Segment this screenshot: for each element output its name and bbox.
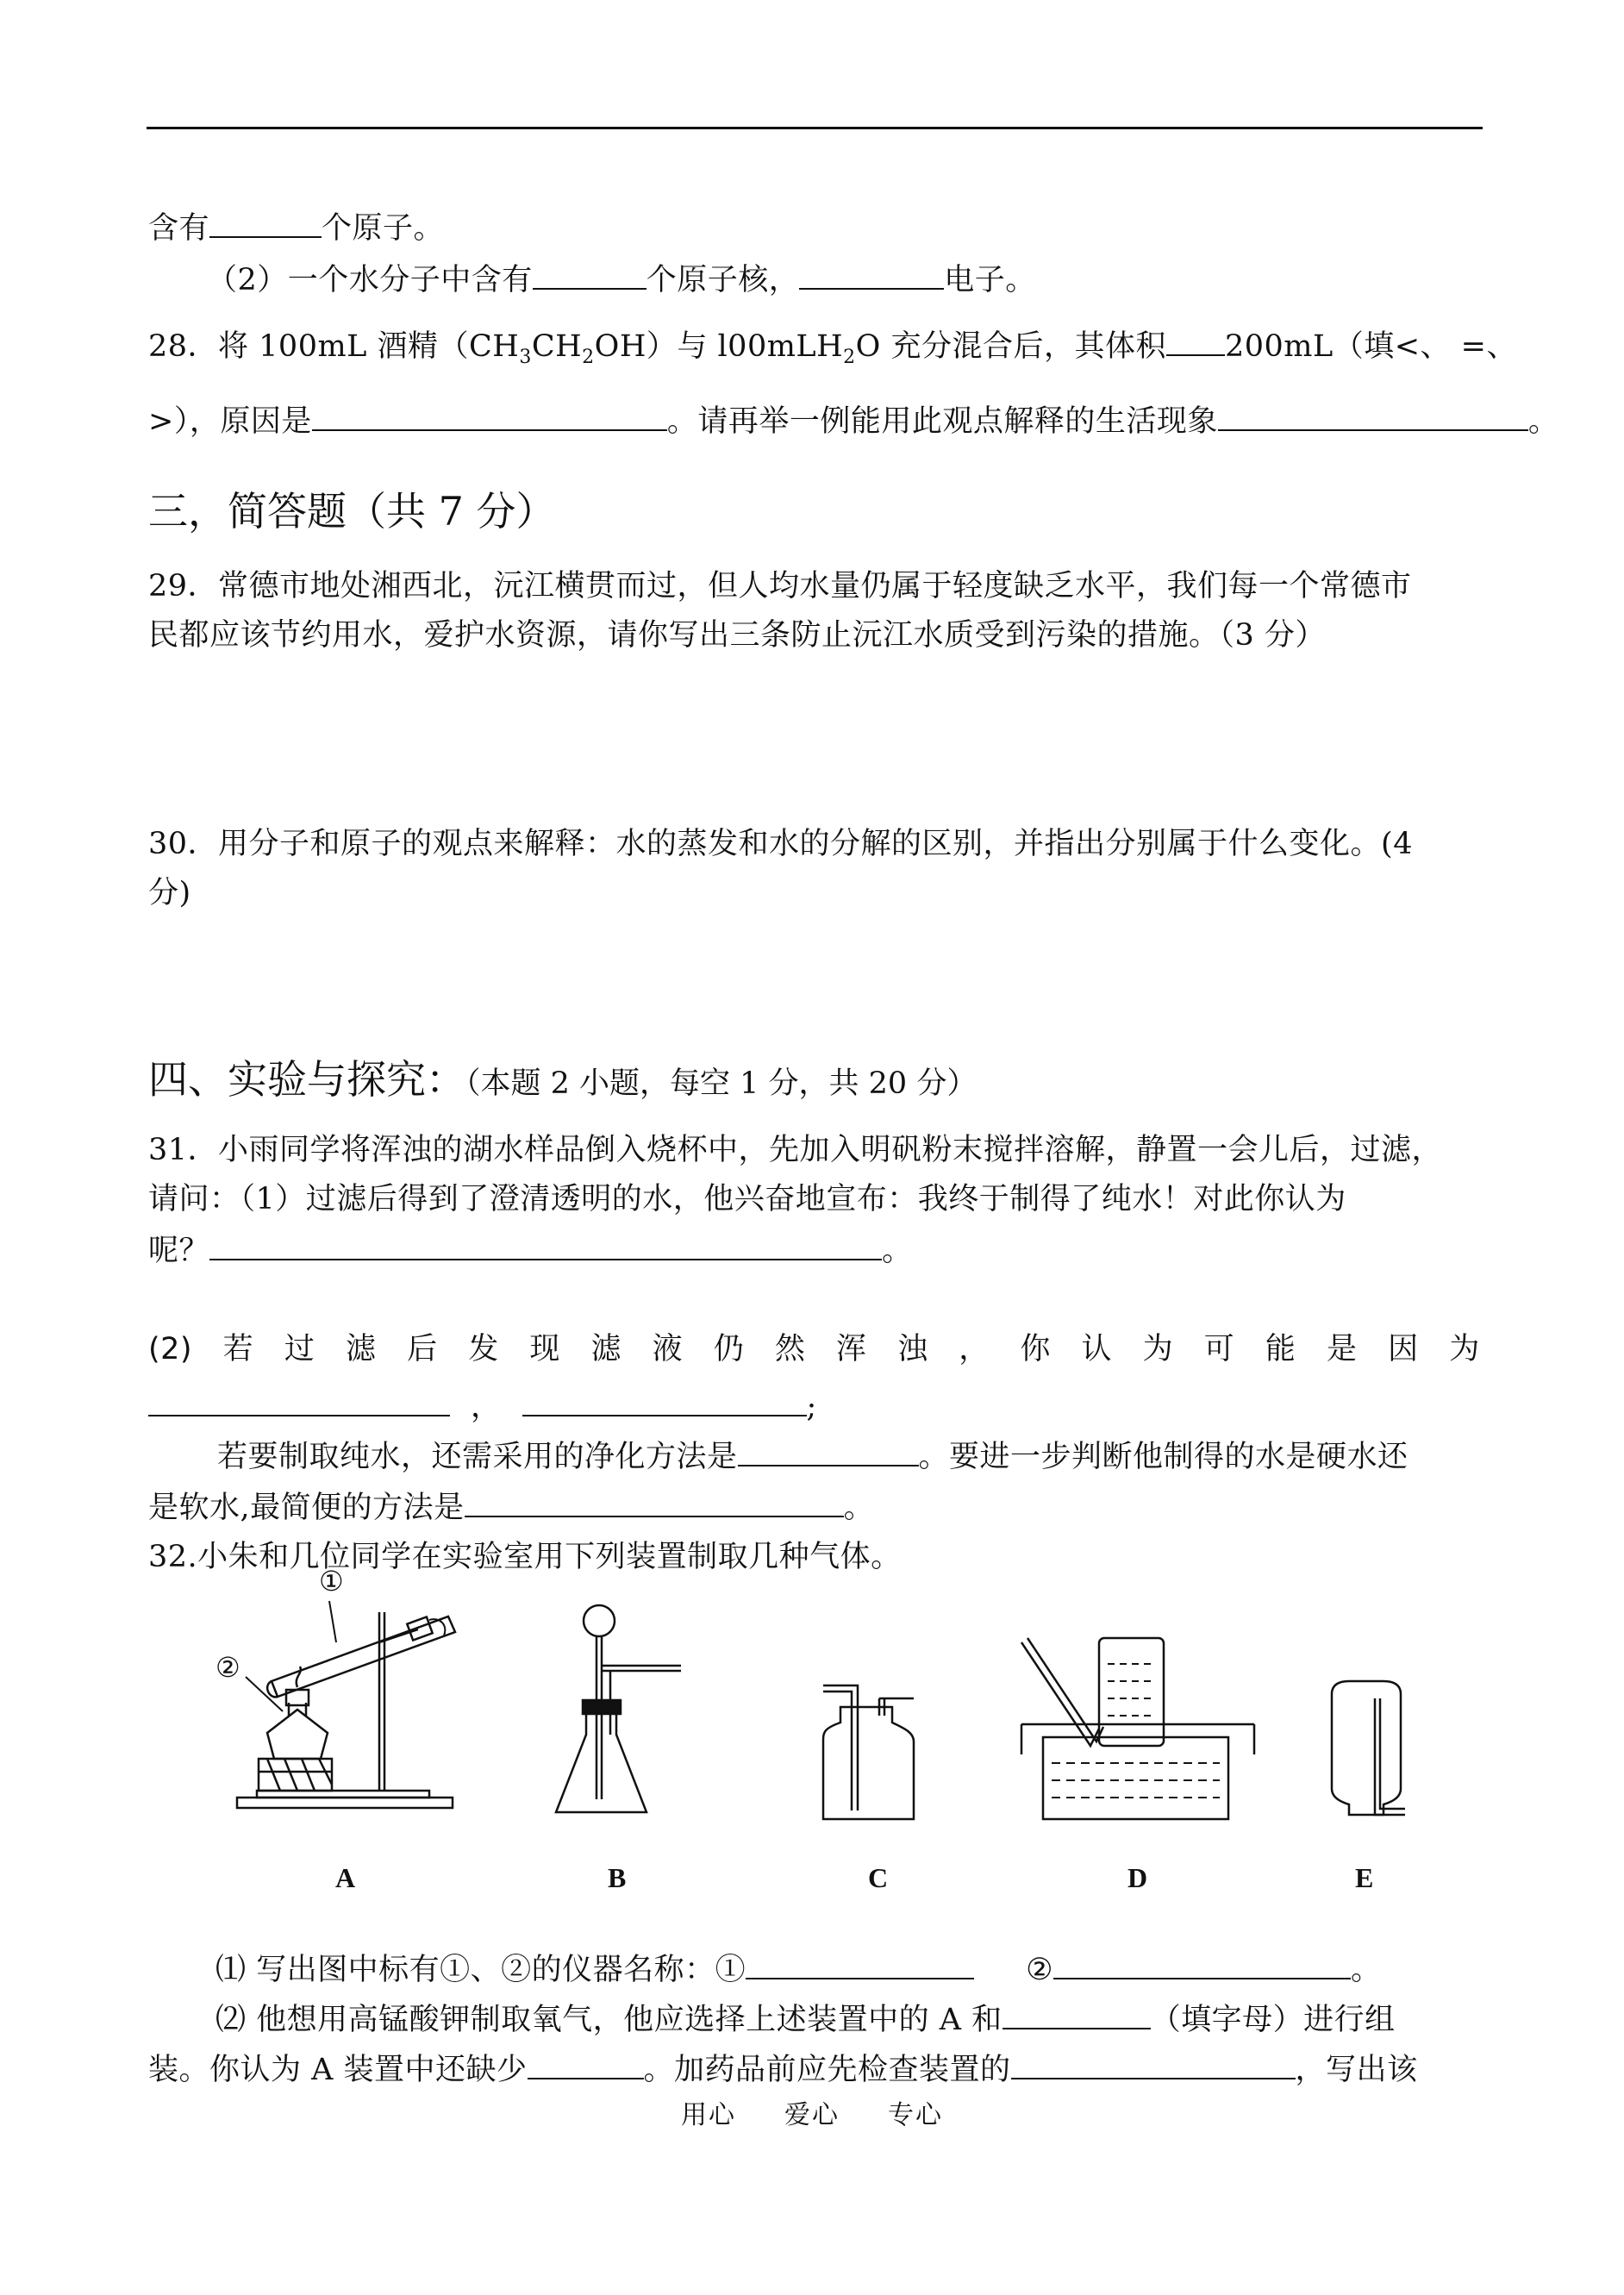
q32-line1: 32.小朱和几位同学在实验室用下列装置制取几种气体。 <box>148 1540 902 1574</box>
apparatus-label-d: D <box>1127 1862 1148 1893</box>
blank[interactable] <box>1003 1997 1151 2029</box>
blank[interactable] <box>1218 398 1528 431</box>
blank[interactable] <box>209 205 322 238</box>
blank[interactable] <box>148 1384 450 1416</box>
blank[interactable] <box>1166 323 1225 356</box>
apparatus-d-drawing <box>1017 1634 1259 1828</box>
blank[interactable] <box>746 1947 974 1979</box>
header-rule <box>147 127 1483 129</box>
q32-part3: 装。你认为 A 装置中还缺少 。加药品前应先检查装置的 ，写出该 <box>148 2047 1418 2091</box>
apparatus-b-drawing <box>552 1605 698 1821</box>
apparatus-label-e: E <box>1355 1862 1374 1893</box>
q31-line1: 31．小雨同学将浑浊的湖水样品倒入烧杯中，先加入明矾粉末搅拌溶解，静置一会儿后，过滤， <box>148 1133 1443 1167</box>
q31-line2: 请问：（1）过滤后得到了澄清透明的水，他兴奋地宣布：我终于制得了纯水！对此你认为 <box>148 1182 1346 1216</box>
apparatus-label-b: B <box>608 1862 627 1893</box>
apparatus-label-c: C <box>868 1862 889 1893</box>
apparatus-c-drawing <box>819 1681 922 1823</box>
q31-line4: (2) 若 过 滤 后 发 现 滤 液 仍 然 浑 浊 ， 你 认 为 可 能 是 因 为 <box>148 1332 1480 1366</box>
q28-line1: 28．将 100mL 酒精$(CH_3CH_2OH)$与 l00mLH$_2$O 充分混合后，其体积 200mL（填<、 =、 <box>148 323 1517 378</box>
q31-line3: 呢？ 。 <box>148 1228 913 1272</box>
apparatus-label-a: A <box>335 1862 356 1893</box>
apparatus-e-drawing <box>1327 1677 1414 1828</box>
q27-line2: （2）一个水分子中含有 个原子核， 电子。 <box>207 257 1036 301</box>
q29-line1: 29．常德市地处湘西北，沅江横贯而过，但人均水量仍属于轻度缺乏水平，我们每一个常德市 <box>148 569 1412 603</box>
blank[interactable] <box>209 1228 882 1260</box>
blank[interactable] <box>1011 2047 1296 2079</box>
section-3-title: 三，简答题（共 7 分） <box>148 488 556 535</box>
marker-2: ② <box>215 1651 240 1684</box>
q31-line5: ， ; <box>148 1384 817 1428</box>
blank[interactable] <box>528 2047 644 2079</box>
q31-line7: 是软水,最简便的方法是 。 <box>148 1485 874 1529</box>
blank[interactable] <box>1053 1947 1351 1979</box>
q30-line2: 分) <box>148 876 191 910</box>
blank[interactable] <box>738 1434 919 1466</box>
section-4-title: 四、实验与探究：（本题 2 小题，每空 1 分，共 20 分） <box>148 1056 978 1103</box>
blank[interactable] <box>312 398 667 431</box>
q32-part2: ⑵ 他想用高锰酸钾制取氧气，他应选择上述装置中的 A 和 （填字母）进行组 <box>215 1997 1396 2041</box>
q32-part1: ⑴ 写出图中标有①、②的仪器名称：① ② 。 <box>215 1947 1382 1991</box>
q29-line2: 民都应该节约用水，爱护水资源，请你写出三条防止沅江水质受到污染的措施。（3 分） <box>148 618 1326 653</box>
blank[interactable] <box>522 1384 807 1416</box>
q28-line2: >），原因是 。请再举一例能用此观点解释的生活现象 。 <box>148 398 1558 442</box>
blank[interactable] <box>799 257 944 290</box>
apparatus-a-drawing <box>215 1565 457 1819</box>
page-footer: 用心 爱心 专心 <box>681 2100 943 2130</box>
marker-1: ① <box>319 1565 344 1598</box>
blank[interactable] <box>533 257 646 290</box>
q31-line6: 若要制取纯水，还需采用的净化方法是 。要进一步判断他制得的水是硬水还 <box>217 1434 1409 1478</box>
q27-line1: 含有 个原子。 <box>148 205 444 249</box>
q30-line1: 30．用分子和原子的观点来解释：水的蒸发和水的分解的区别，并指出分别属于什么变化。(4 <box>148 827 1413 861</box>
blank[interactable] <box>465 1485 844 1517</box>
